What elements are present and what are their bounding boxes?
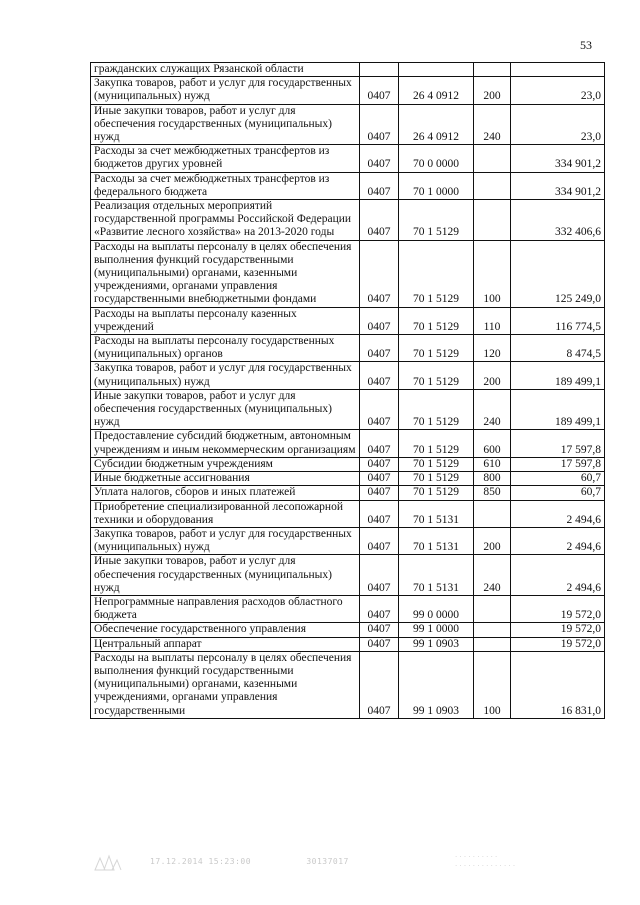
row-article-code: 70 1 5129 xyxy=(399,200,474,241)
row-name: Расходы на выплаты персоналу в целях обеспечения выполнения функций государственными (муниципальными) органами, казенными учреждениями, органами управления государственными внебюджетными фондами xyxy=(91,240,360,307)
row-name: Иные закупки товаров, работ и услуг для обеспечения государственных (муниципальных) нужд xyxy=(91,104,360,145)
table-row xyxy=(91,527,605,554)
row-section-code: 0407 xyxy=(360,200,399,241)
row-section-code: 0407 xyxy=(360,307,399,334)
row-article-code: 99 1 0903 xyxy=(399,651,474,718)
row-name: гражданских служащих Рязанской области xyxy=(91,63,360,77)
row-section-code: 0407 xyxy=(360,145,399,172)
row-expense-type: 200 xyxy=(474,362,511,389)
table-row xyxy=(91,472,605,486)
row-section-code: 0407 xyxy=(360,472,399,486)
table-row xyxy=(91,335,605,362)
row-name: Иные закупки товаров, работ и услуг для обеспечения государственных (муниципальных) нужд xyxy=(91,389,360,430)
row-expense-type: 240 xyxy=(474,555,511,596)
row-article-code: 70 1 5129 xyxy=(399,362,474,389)
row-name: Расходы за счет межбюджетных трансфертов из бюджетов других уровней xyxy=(91,145,360,172)
row-amount: 334 901,2 xyxy=(511,172,605,199)
table-row xyxy=(91,637,605,651)
row-name: Иные бюджетные ассигнования xyxy=(91,472,360,486)
row-name: Приобретение специализированной лесопожарной техники и оборудования xyxy=(91,500,360,527)
row-section-code: 0407 xyxy=(360,527,399,554)
row-name: Закупка товаров, работ и услуг для государственных (муниципальных) нужд xyxy=(91,77,360,104)
stamp-mark xyxy=(92,852,122,874)
row-name: Субсидии бюджетным учреждениям xyxy=(91,457,360,471)
table-row xyxy=(91,623,605,637)
row-amount: 60,7 xyxy=(511,486,605,500)
row-expense-type: 610 xyxy=(474,457,511,471)
row-article-code: 70 0 0000 xyxy=(399,145,474,172)
row-section-code: 0407 xyxy=(360,77,399,104)
budget-table xyxy=(90,62,605,719)
row-expense-type: 240 xyxy=(474,389,511,430)
row-article-code: 99 0 0000 xyxy=(399,595,474,622)
row-name: Предоставление субсидий бюджетным, автономным учреждениям и иным некоммерческим организациям xyxy=(91,430,360,457)
row-amount: 23,0 xyxy=(511,77,605,104)
row-section-code: 0407 xyxy=(360,104,399,145)
signature-stamp: · · · · · · · · · · · · · · · · · · · · · · · · xyxy=(455,853,516,870)
row-name: Закупка товаров, работ и услуг для государственных (муниципальных) нужд xyxy=(91,362,360,389)
table-row xyxy=(91,430,605,457)
row-expense-type: 200 xyxy=(474,77,511,104)
row-article-code: 26 4 0912 xyxy=(399,77,474,104)
row-section-code: 0407 xyxy=(360,637,399,651)
row-article-code: 70 1 5131 xyxy=(399,527,474,554)
row-section-code: 0407 xyxy=(360,623,399,637)
row-name: Непрограммные направления расходов областного бюджета xyxy=(91,595,360,622)
table-row xyxy=(91,172,605,199)
row-article-code: 70 1 5129 xyxy=(399,240,474,307)
table-row xyxy=(91,77,605,104)
table-row xyxy=(91,200,605,241)
row-article-code: 70 1 5129 xyxy=(399,389,474,430)
table-row xyxy=(91,362,605,389)
row-name: Закупка товаров, работ и услуг для государственных (муниципальных) нужд xyxy=(91,527,360,554)
row-section-code: 0407 xyxy=(360,500,399,527)
row-section-code: 0407 xyxy=(360,486,399,500)
row-amount: 19 572,0 xyxy=(511,595,605,622)
row-amount: 17 597,8 xyxy=(511,430,605,457)
row-expense-type: 600 xyxy=(474,430,511,457)
row-amount: 8 474,5 xyxy=(511,335,605,362)
row-name: Расходы на выплаты персоналу в целях обеспечения выполнения функций государственными (муниципальными) органами, казенными учреждениями, органами управления государственными xyxy=(91,651,360,718)
row-amount: 116 774,5 xyxy=(511,307,605,334)
row-name: Обеспечение государственного управления xyxy=(91,623,360,637)
table-row xyxy=(91,500,605,527)
row-expense-type xyxy=(474,145,511,172)
row-section-code: 0407 xyxy=(360,362,399,389)
table-row xyxy=(91,595,605,622)
row-amount: 2 494,6 xyxy=(511,527,605,554)
row-name: Иные закупки товаров, работ и услуг для обеспечения государственных (муниципальных) нужд xyxy=(91,555,360,596)
table-row xyxy=(91,240,605,307)
row-name: Расходы на выплаты персоналу государственных (муниципальных) органов xyxy=(91,335,360,362)
row-name: Расходы за счет межбюджетных трансфертов из федерального бюджета xyxy=(91,172,360,199)
row-amount: 2 494,6 xyxy=(511,555,605,596)
row-name: Реализация отдельных мероприятий государственной программы Российской Федерации «Развитие лесного хозяйства» на 2013-2020 годы xyxy=(91,200,360,241)
row-article-code: 70 1 5131 xyxy=(399,500,474,527)
row-article-code: 70 1 5129 xyxy=(399,335,474,362)
row-expense-type: 100 xyxy=(474,651,511,718)
row-expense-type xyxy=(474,623,511,637)
table-row xyxy=(91,389,605,430)
table-row xyxy=(91,145,605,172)
row-article-code: 70 1 5131 xyxy=(399,555,474,596)
row-amount: 125 249,0 xyxy=(511,240,605,307)
row-article-code: 26 4 0912 xyxy=(399,104,474,145)
table-row xyxy=(91,104,605,145)
row-article-code: 70 1 5129 xyxy=(399,486,474,500)
row-section-code: 0407 xyxy=(360,389,399,430)
row-expense-type: 850 xyxy=(474,486,511,500)
row-section-code xyxy=(360,63,399,77)
row-expense-type: 100 xyxy=(474,240,511,307)
row-expense-type xyxy=(474,637,511,651)
table-row xyxy=(91,63,605,77)
row-expense-type xyxy=(474,500,511,527)
table-row xyxy=(91,457,605,471)
table-row xyxy=(91,486,605,500)
table-row xyxy=(91,651,605,718)
row-expense-type xyxy=(474,63,511,77)
footer-stamp xyxy=(150,857,399,866)
row-article-code: 70 1 5129 xyxy=(399,457,474,471)
row-expense-type: 240 xyxy=(474,104,511,145)
row-expense-type: 110 xyxy=(474,307,511,334)
footer-doc-id: 30137017 xyxy=(306,857,349,866)
row-name: Уплата налогов, сборов и иных платежей xyxy=(91,486,360,500)
row-section-code: 0407 xyxy=(360,335,399,362)
row-amount: 23,0 xyxy=(511,104,605,145)
table-row xyxy=(91,307,605,334)
row-amount: 16 831,0 xyxy=(511,651,605,718)
row-section-code: 0407 xyxy=(360,172,399,199)
row-expense-type xyxy=(474,595,511,622)
row-article-code: 99 1 0903 xyxy=(399,637,474,651)
row-article-code: 70 1 5129 xyxy=(399,430,474,457)
row-amount xyxy=(511,63,605,77)
row-amount: 334 901,2 xyxy=(511,145,605,172)
row-section-code: 0407 xyxy=(360,555,399,596)
row-expense-type xyxy=(474,200,511,241)
row-amount: 2 494,6 xyxy=(511,500,605,527)
row-section-code: 0407 xyxy=(360,430,399,457)
row-expense-type: 800 xyxy=(474,472,511,486)
row-article-code: 70 1 0000 xyxy=(399,172,474,199)
row-amount: 19 572,0 xyxy=(511,623,605,637)
row-expense-type: 200 xyxy=(474,527,511,554)
row-section-code: 0407 xyxy=(360,595,399,622)
row-amount: 17 597,8 xyxy=(511,457,605,471)
row-expense-type xyxy=(474,172,511,199)
row-article-code: 70 1 5129 xyxy=(399,307,474,334)
row-amount: 19 572,0 xyxy=(511,637,605,651)
table-row xyxy=(91,555,605,596)
row-section-code: 0407 xyxy=(360,651,399,718)
row-section-code: 0407 xyxy=(360,457,399,471)
page-number: 53 xyxy=(580,38,592,52)
row-article-code: 70 1 5129 xyxy=(399,472,474,486)
budget-table-body xyxy=(91,63,605,719)
row-amount: 189 499,1 xyxy=(511,389,605,430)
row-amount: 332 406,6 xyxy=(511,200,605,241)
footer-date: 17.12.2014 15:23:00 xyxy=(150,857,252,866)
row-name: Расходы на выплаты персоналу казенных учреждений xyxy=(91,307,360,334)
row-expense-type: 120 xyxy=(474,335,511,362)
row-article-code: 99 1 0000 xyxy=(399,623,474,637)
row-article-code xyxy=(399,63,474,77)
row-section-code: 0407 xyxy=(360,240,399,307)
row-amount: 189 499,1 xyxy=(511,362,605,389)
row-amount: 60,7 xyxy=(511,472,605,486)
row-name: Центральный аппарат xyxy=(91,637,360,651)
